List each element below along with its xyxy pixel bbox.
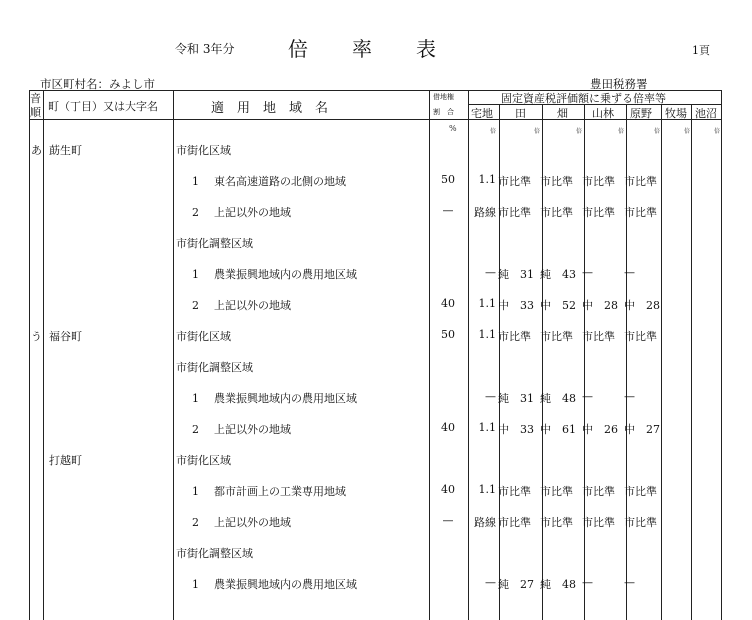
row-residential-multiplier: 1.1 — [478, 483, 496, 496]
table-row — [29, 351, 722, 382]
table-row — [29, 258, 722, 289]
table-row — [29, 413, 722, 444]
row-forest-multiplier: 市比準 — [582, 516, 615, 529]
table-row — [29, 382, 722, 413]
residential-header: 宅地 — [471, 107, 493, 120]
row-area-label: 市街化区域 — [176, 144, 231, 157]
row-area-name — [192, 173, 346, 189]
row-plain-multiplier: 市比準 — [624, 175, 657, 188]
table-row — [29, 320, 722, 351]
row-residential-multiplier: 1.1 — [478, 328, 496, 341]
row-area-name — [192, 483, 346, 499]
table-row — [29, 568, 722, 599]
row-item-number: 2 — [192, 299, 199, 312]
plain-header: 原野 — [630, 107, 652, 120]
row-forest-multiplier: 市比準 — [582, 175, 615, 188]
row-leasehold-ratio: 40 — [441, 421, 455, 434]
row-area-name — [176, 142, 231, 158]
row-area-label: 上記以外の地域 — [214, 423, 291, 436]
row-town-name: 打越町 — [49, 454, 82, 467]
municipality-name: 市区町村名：みよし市 — [40, 77, 155, 91]
row-dry-field-multiplier: 市比準 — [540, 516, 573, 529]
row-forest-multiplier: — — [582, 576, 593, 589]
row-area-name — [176, 452, 231, 468]
row-residential-multiplier: — — [485, 576, 496, 589]
tax-office-name: 豊田税務署 — [590, 77, 648, 91]
unit-mark-rice: 倍 — [534, 128, 541, 135]
row-residential-multiplier: 路線 — [474, 206, 496, 219]
dry-field-header: 畑 — [557, 107, 568, 120]
order-header-bottom: 順 — [30, 106, 41, 119]
row-rice-field-multiplier: 純 27 — [498, 578, 534, 591]
multiplier-group-header: 固定資産税評価額に乗ずる倍率等 — [501, 92, 666, 105]
row-town-name: 莇生町 — [49, 144, 82, 157]
row-forest-multiplier: 中 28 — [582, 299, 618, 312]
unit-mark-residential: 倍 — [490, 128, 497, 135]
row-dry-field-multiplier: 中 61 — [540, 423, 576, 436]
unit-mark-plain: 倍 — [654, 128, 661, 135]
row-plain-multiplier: 市比準 — [624, 330, 657, 343]
table-row — [29, 227, 722, 258]
table-row — [29, 134, 722, 165]
header-rule — [29, 119, 722, 120]
row-area-name — [192, 297, 291, 313]
tax-year: 令和 3年分 — [175, 42, 235, 56]
leasehold-header-bottom: 割 合 — [433, 108, 454, 116]
row-area-name — [192, 421, 291, 437]
row-leasehold-ratio: — — [442, 514, 454, 527]
unit-percent-mark: % — [449, 124, 457, 133]
row-dry-field-multiplier: 市比準 — [540, 330, 573, 343]
row-item-number: 2 — [192, 516, 199, 529]
row-area-label: 上記以外の地域 — [214, 299, 291, 312]
row-rice-field-multiplier: 中 33 — [498, 423, 534, 436]
row-area-name — [176, 328, 231, 344]
row-residential-multiplier: 1.1 — [478, 297, 496, 310]
row-rice-field-multiplier: 純 31 — [498, 268, 534, 281]
row-forest-multiplier: — — [582, 266, 593, 279]
row-plain-multiplier: — — [624, 390, 635, 403]
town-header: 町（丁目）又は大字名 — [48, 100, 158, 113]
row-leasehold-ratio: 50 — [441, 173, 455, 186]
row-rice-field-multiplier: 市比準 — [498, 175, 531, 188]
row-leasehold-ratio: 50 — [441, 328, 455, 341]
row-area-name — [176, 359, 253, 375]
row-area-name — [192, 576, 357, 592]
row-residential-multiplier: 1.1 — [478, 421, 496, 434]
table-row — [29, 444, 722, 475]
table-row — [29, 289, 722, 320]
row-area-label: 上記以外の地域 — [214, 206, 291, 219]
table-row — [29, 506, 722, 537]
row-area-name — [192, 266, 357, 282]
row-leasehold-ratio: 40 — [441, 483, 455, 496]
row-dry-field-multiplier: 中 52 — [540, 299, 576, 312]
row-item-number: 1 — [192, 268, 199, 281]
row-item-number: 1 — [192, 485, 199, 498]
row-area-name — [192, 204, 291, 220]
row-plain-multiplier: 市比準 — [624, 206, 657, 219]
table-row — [29, 165, 722, 196]
row-kana: う — [31, 330, 42, 343]
row-dry-field-multiplier: 市比準 — [540, 175, 573, 188]
row-plain-multiplier: 市比準 — [624, 516, 657, 529]
row-rice-field-multiplier: 中 33 — [498, 299, 534, 312]
row-forest-multiplier: 中 26 — [582, 423, 618, 436]
row-plain-multiplier: — — [624, 266, 635, 279]
table-row — [29, 196, 722, 227]
row-area-label: 上記以外の地域 — [214, 516, 291, 529]
document-header — [0, 0, 752, 91]
row-area-label: 都市計画上の工業専用地域 — [214, 485, 346, 498]
unit-mark-pond: 倍 — [714, 128, 721, 135]
row-rice-field-multiplier: 市比準 — [498, 206, 531, 219]
row-plain-multiplier: — — [624, 576, 635, 589]
row-area-label: 市街化調整区域 — [176, 547, 253, 560]
row-dry-field-multiplier: 市比準 — [540, 206, 573, 219]
pond-header: 池沼 — [695, 107, 717, 120]
row-dry-field-multiplier: 市比準 — [540, 485, 573, 498]
row-rice-field-multiplier: 市比準 — [498, 330, 531, 343]
row-area-name — [192, 390, 357, 406]
row-area-label: 市街化調整区域 — [176, 361, 253, 374]
row-residential-multiplier: 路線 — [474, 516, 496, 529]
row-area-label: 市街化区域 — [176, 454, 231, 467]
forest-header: 山林 — [592, 107, 614, 120]
row-town-name: 福谷町 — [49, 330, 82, 343]
row-plain-multiplier: 市比準 — [624, 485, 657, 498]
row-forest-multiplier: 市比準 — [582, 330, 615, 343]
row-item-number: 2 — [192, 206, 199, 219]
row-residential-multiplier: — — [485, 266, 496, 279]
row-item-number: 1 — [192, 175, 199, 188]
document-title: 倍率表 — [288, 37, 480, 61]
table-row — [29, 537, 722, 568]
leasehold-header-top: 借地権 — [433, 93, 454, 101]
row-area-label: 農業振興地域内の農用地区域 — [214, 392, 357, 405]
row-item-number: 1 — [192, 392, 199, 405]
row-residential-multiplier: 1.1 — [478, 173, 496, 186]
row-area-name — [176, 235, 253, 251]
row-dry-field-multiplier: 純 48 — [540, 578, 576, 591]
multiplier-table — [29, 90, 722, 620]
row-forest-multiplier: 市比準 — [582, 485, 615, 498]
pasture-header: 牧場 — [665, 107, 687, 120]
row-rice-field-multiplier: 市比準 — [498, 516, 531, 529]
unit-mark-dry: 倍 — [576, 128, 583, 135]
table-row — [29, 475, 722, 506]
row-leasehold-ratio: 40 — [441, 297, 455, 310]
order-header-top: 音 — [30, 92, 41, 105]
row-residential-multiplier: — — [485, 390, 496, 403]
row-area-label: 市街化区域 — [176, 330, 231, 343]
row-rice-field-multiplier: 市比準 — [498, 485, 531, 498]
row-dry-field-multiplier: 純 48 — [540, 392, 576, 405]
row-forest-multiplier: 市比準 — [582, 206, 615, 219]
row-area-label: 農業振興地域内の農用地区域 — [214, 268, 357, 281]
row-item-number: 1 — [192, 578, 199, 591]
row-area-label: 東名高速道路の北側の地域 — [214, 175, 346, 188]
row-area-name — [192, 514, 291, 530]
row-area-name — [176, 545, 253, 561]
row-rice-field-multiplier: 純 31 — [498, 392, 534, 405]
page-number: 1頁 — [692, 44, 710, 57]
unit-mark-pasture: 倍 — [684, 128, 691, 135]
row-leasehold-ratio: — — [442, 204, 454, 217]
table-body — [29, 134, 722, 599]
area-header: 適 用 地 域 名 — [211, 101, 329, 116]
row-dry-field-multiplier: 純 43 — [540, 268, 576, 281]
row-plain-multiplier: 中 28 — [624, 299, 660, 312]
row-area-label: 市街化調整区域 — [176, 237, 253, 250]
unit-mark-forest: 倍 — [618, 128, 625, 135]
row-kana: あ — [31, 144, 42, 157]
row-forest-multiplier: — — [582, 390, 593, 403]
row-plain-multiplier: 中 27 — [624, 423, 660, 436]
rice-field-header: 田 — [515, 107, 526, 120]
row-area-label: 農業振興地域内の農用地区域 — [214, 578, 357, 591]
row-item-number: 2 — [192, 423, 199, 436]
